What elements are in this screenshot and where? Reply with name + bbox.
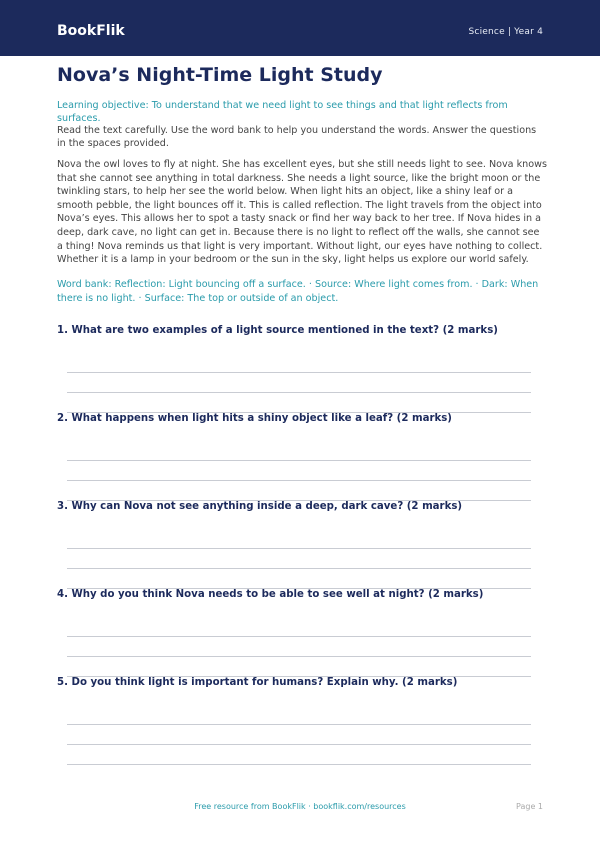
answer-line[interactable] [67, 744, 531, 745]
answer-line[interactable] [67, 480, 531, 481]
word-bank: Word bank: Reflection: Light bouncing off a surface. · Source: Where light comes from. · Dark: When there is no light. · Surface: The top or outside of an object. [57, 279, 539, 304]
answer-line[interactable] [67, 636, 531, 637]
page-title: Nova’s Night-Time Light Study [57, 64, 383, 86]
question-2: 2. What happens when light hits a shiny object like a leaf? (2 marks) [57, 413, 452, 424]
answer-line[interactable] [67, 568, 531, 569]
answer-line[interactable] [67, 764, 531, 765]
question-1: 1. What are two examples of a light source mentioned in the text? (2 marks) [57, 325, 498, 336]
question-4: 4. Why do you think Nova needs to be able to see well at night? (2 marks) [57, 589, 484, 600]
answer-line[interactable] [67, 548, 531, 549]
learning-objective: Learning objective: To understand that we need light to see things and that light reflects from surfaces. [57, 100, 508, 124]
instructions: Read the text carefully. Use the word bank to help you understand the words. Answer the questions in the spaces provided. [57, 125, 537, 150]
subject-year-label: Science | Year 4 [468, 27, 543, 37]
question-5: 5. Do you think light is important for humans? Explain why. (2 marks) [57, 677, 458, 688]
answer-line[interactable] [67, 724, 531, 725]
answer-line[interactable] [67, 656, 531, 657]
answer-line[interactable] [67, 460, 531, 461]
question-3: 3. Why can Nova not see anything inside a deep, dark cave? (2 marks) [57, 501, 463, 512]
answer-line[interactable] [67, 372, 531, 373]
reading-passage: Nova the owl loves to fly at night. She has excellent eyes, but she still needs light to see. Nova knows that she cannot see anything in total darkness. She needs a light source, like the bright moon or the twinkling stars, to help her see the world below. When light hits an object, like a shiny leaf or a smooth pebble, the light bounces off it. This is called reflection. The light travels from the object into Nova’s eyes. This allows her to spot a tasty snack or find her way back to her tree. If Nova hides in a deep, dark cave, no light can get in. Because there is no light to reflect off the walls, she cannot see a thing! Nova reminds us that light is very important. Without light, our eyes have nothing to collect. Whether it is a lamp in your bedroom or the sun in the sky, light helps us explore our world safely. [57, 159, 547, 266]
brand-logo-text: BookFlik [57, 23, 125, 39]
answer-line[interactable] [67, 392, 531, 393]
header-bar [0, 0, 600, 56]
footer-link[interactable]: Free resource from BookFlik · bookflik.com/resources [194, 802, 406, 811]
page-number: Page 1 [516, 802, 543, 811]
